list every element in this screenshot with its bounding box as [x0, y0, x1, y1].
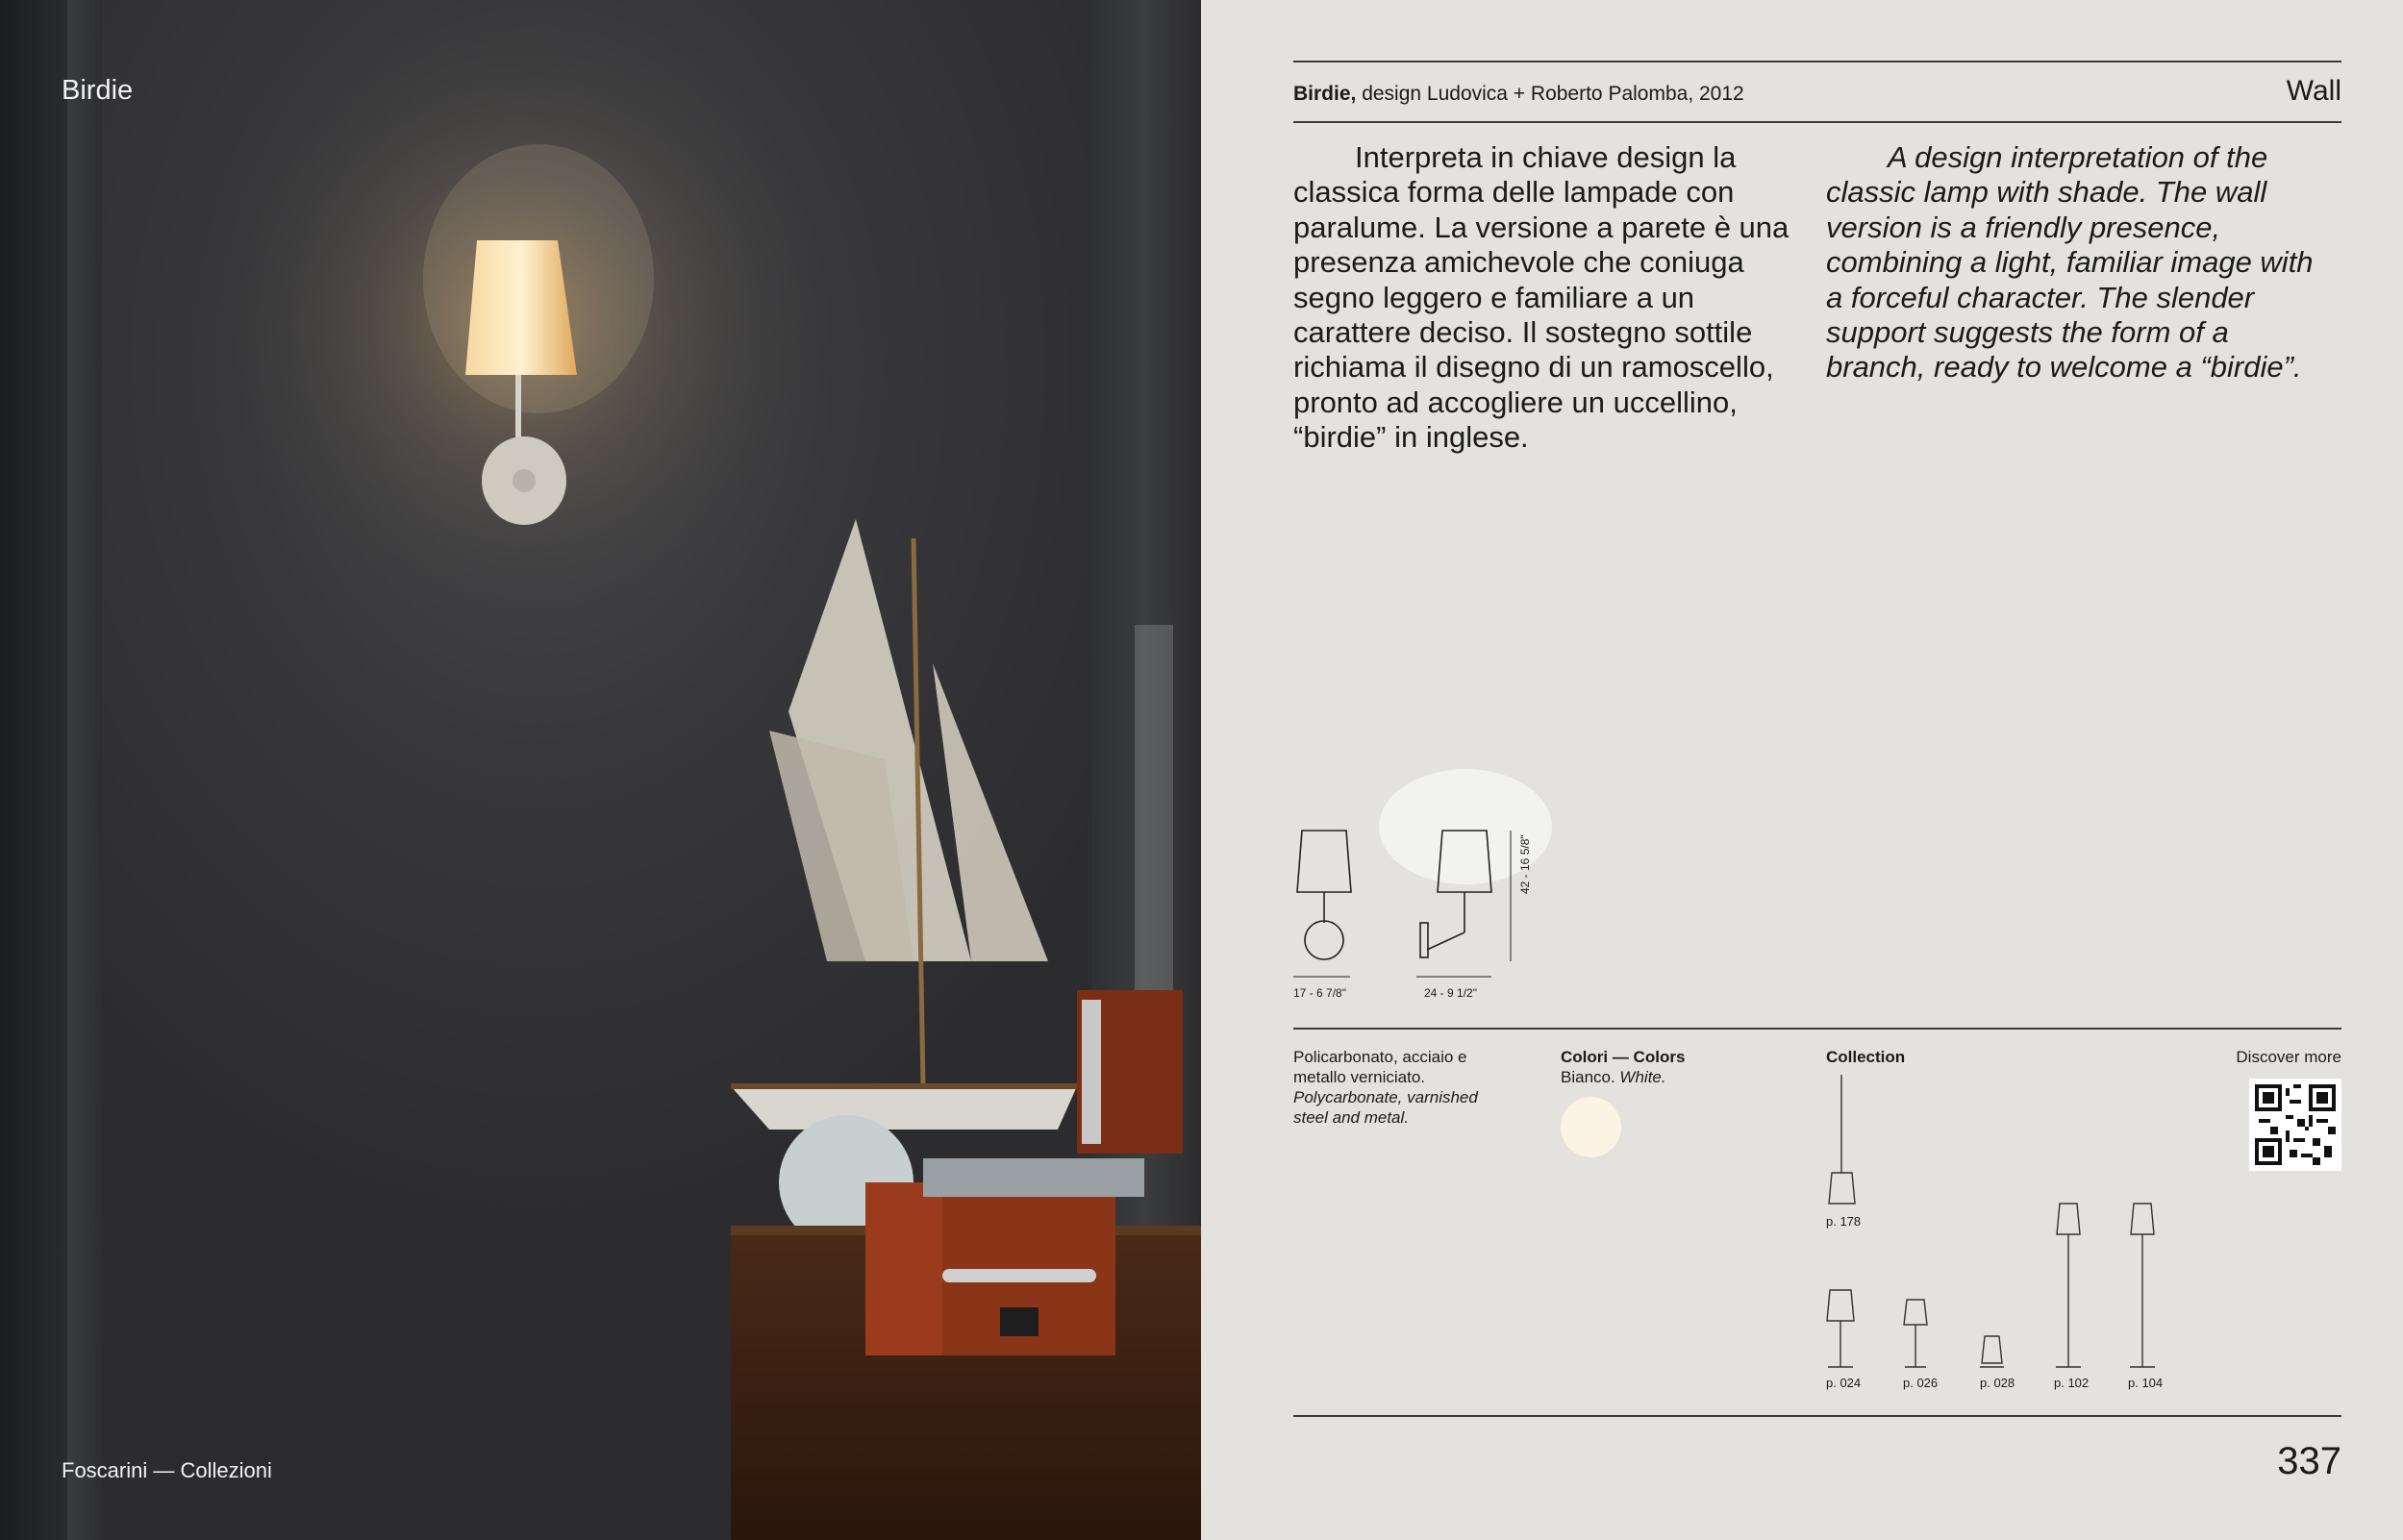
collection-item-2[interactable]: p. 024 [1826, 1376, 1862, 1390]
description-italian: Interpreta in chiave design la classica forma delle lampade con paralume. La versione a parete è una presenza amichevole che coniuga segno leggero e familiare a un carattere deciso. Il sostegno sottile richiama il disegno di un ramoscello, pronto ad accogliere un uccellino, “birdie” in inglese. [1293, 140, 1790, 455]
product-type: Wall [2286, 75, 2341, 107]
photo-footer: Foscarini — Collezioni [62, 1458, 272, 1482]
photo-title: Birdie [62, 75, 134, 106]
qr-code-icon [2255, 1084, 2336, 1165]
product-page [1201, 0, 2403, 1540]
collection-item-5[interactable]: p. 102 [2054, 1376, 2090, 1390]
product-photo [0, 0, 1201, 1540]
collection-item-1[interactable]: p. 178 [1826, 1214, 1862, 1229]
collection-heading: Collection [1826, 1048, 1906, 1066]
product-name: Birdie, [1293, 83, 1357, 105]
collection-item-4[interactable]: p. 028 [1980, 1376, 2015, 1390]
collection-icons [1201, 0, 2403, 1540]
page-number: 337 [2277, 1440, 2341, 1482]
collection-item-6[interactable]: p. 104 [2128, 1376, 2164, 1390]
description-english: A design interpretation of the classic lamp with shade. The wall version is a friendly presence, combining a light, familiar image with a forceful character. The slender support suggests the form of a branch, ready to welcome a “birdie”. [1826, 140, 2314, 385]
designer-credit: design Ludovica + Roberto Palomba, 2012 [1356, 83, 1744, 105]
colors-heading: Colori — Colors [1561, 1048, 1686, 1066]
discover-more-label: Discover more [2236, 1048, 2341, 1066]
side-depth-label: 24 - 9 1/2" [1424, 986, 1477, 1000]
footer-rule [1293, 1415, 2341, 1417]
collection-item-3[interactable]: p. 026 [1903, 1376, 1939, 1390]
colors: Colori — Colors Bianco. White. [1561, 1048, 1686, 1086]
scene-illustration [0, 0, 1201, 1540]
front-width-label: 17 - 6 7/8" [1293, 986, 1346, 1000]
height-label: 42 - 16 5/8" [1518, 834, 1532, 894]
materials: Policarbonato, acciaio e metallo verniciato. Polycarbonate, varnished steel and metal. [1293, 1048, 1478, 1127]
qr-code[interactable] [2249, 1079, 2341, 1171]
